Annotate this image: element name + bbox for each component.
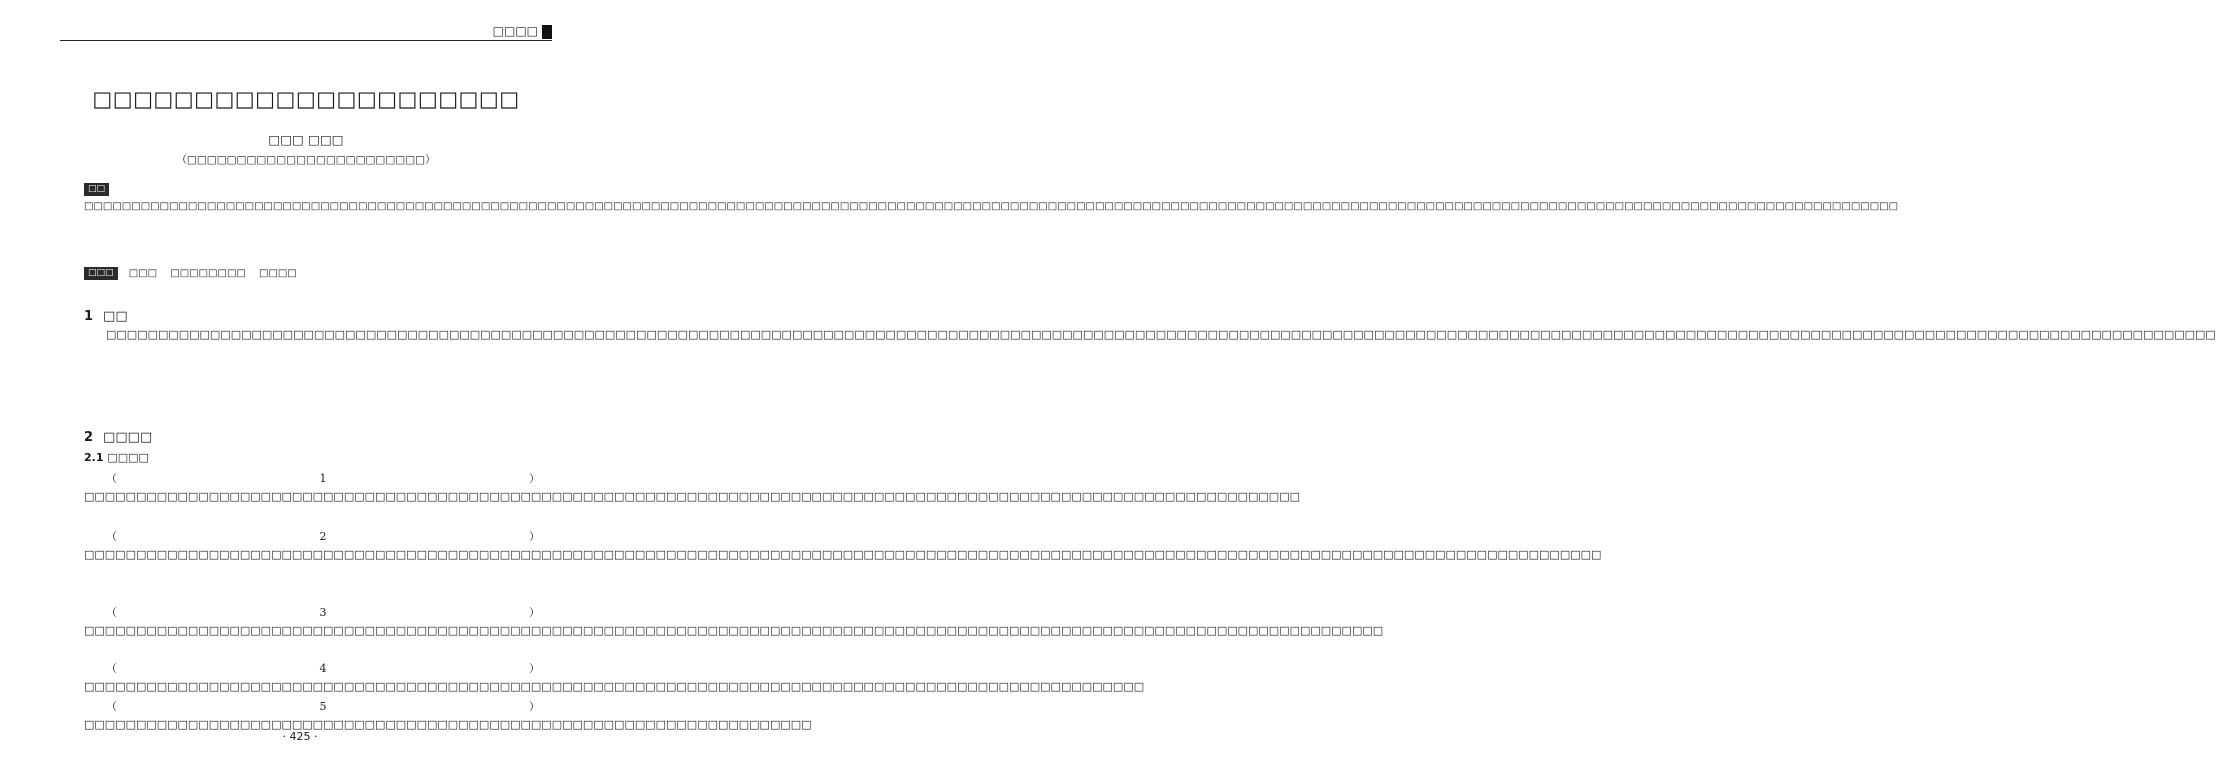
abstract-tag: □□ [84, 183, 109, 196]
article-title: □□□□□□□□□□□□□□□□□□□□□ [92, 86, 520, 111]
section-number: 1 [84, 309, 94, 324]
keywords-tag: □□□ [84, 267, 118, 280]
article-authors: □□□ □□□ [268, 132, 344, 147]
paragraph: （5）□□□□□□□□□□□□□□□□□□□□□□□□□□□□□□□□□□□□□□□□□□□□□□□□□□□□□□□□□□□□□□□□□□□□□□ [84, 700, 812, 732]
section-tag-mark [542, 25, 552, 39]
paragraph: （1）□□□□□□□□□□□□□□□□□□□□□□□□□□□□□□□□□□□□□□□□□□□□□□□□□□□□□□□□□□□□□□□□□□□□□□□□□□□□□□□□□□□□□□□□□□□□□□□□□□□□□□□□□□□□□□□□□□□□□ [84, 472, 1300, 504]
abstract-text: □□□□□□□□□□□□□□□□□□□□□□□□□□□□□□□□□□□□□□□□□□□□□□□□□□□□□□□□□□□□□□□□□□□□□□□□□□□□□□□□□□□□□□□□□□□□□□□□□□□□□□□□□□□□□□□□□□□□□□□□□□□□□□□□□□□□□□□□□□□□□□□□□□□□□□□□□□□□□□□□□□□□□□□□□□□□□□□□□□□□□□□□□□□□□□□□ [84, 201, 1899, 212]
header-rule [60, 40, 552, 41]
article-affiliation: （□□□□□□□□□□□□□□□□□□□□□□□□） [176, 154, 436, 166]
keywords [84, 265, 540, 282]
section-title: □□ [103, 309, 128, 324]
subsection-heading: 2.1 □□□□ [84, 451, 149, 464]
paragraph: （2）□□□□□□□□□□□□□□□□□□□□□□□□□□□□□□□□□□□□□□□□□□□□□□□□□□□□□□□□□□□□□□□□□□□□□□□□□□□□□□□□□□□□□□□□□□□□□□□□□□□□□□□□□□□□□□□□□□□□□□□□□□□□□□□□□□□□□□□□□□□□□□□□□□ [84, 530, 1602, 562]
section-number: 2 [84, 430, 94, 445]
page-number: · 425 · [282, 730, 318, 743]
section-heading [84, 309, 128, 324]
section-title: □□□□ [103, 430, 153, 445]
paragraph: （4）□□□□□□□□□□□□□□□□□□□□□□□□□□□□□□□□□□□□□□□□□□□□□□□□□□□□□□□□□□□□□□□□□□□□□□□□□□□□□□□□□□□□□□□□□□□□□□□□□□□□□□ [84, 662, 1145, 694]
abstract [84, 181, 1899, 215]
keyword: □□□□□□□□ [170, 268, 246, 279]
paragraph: □□□□□□□□□□□□□□□□□□□□□□□□□□□□□□□□□□□□□□□□□□□□□□□□□□□□□□□□□□□□□□□□□□□□□□□□□□□□□□□□□□□□□□□□□□□□□□□□□□□□□□□□□□□□□□□□□□□□□□□□□□□□□□□□□□□□□□□□□□□□□□□□□□□□□□□□□□□□□□□□□□□□□□□□□□□□□□□□□□□□□□□□□□□□□□□□□□□□□□□□□□□ [106, 328, 2216, 341]
paragraph: （3）□□□□□□□□□□□□□□□□□□□□□□□□□□□□□□□□□□□□□□□□□□□□□□□□□□□□□□□□□□□□□□□□□□□□□□□□□□□□□□□□□□□□□□□□□□□□□□□□□□□□□□□□□□□□□□□□□□□□□□□□□□□□□ [84, 606, 1384, 638]
keyword: □□□ [128, 268, 158, 279]
section-heading [84, 430, 152, 445]
section-tag: □□□□ [492, 24, 538, 38]
keyword: □□□□ [259, 268, 297, 279]
